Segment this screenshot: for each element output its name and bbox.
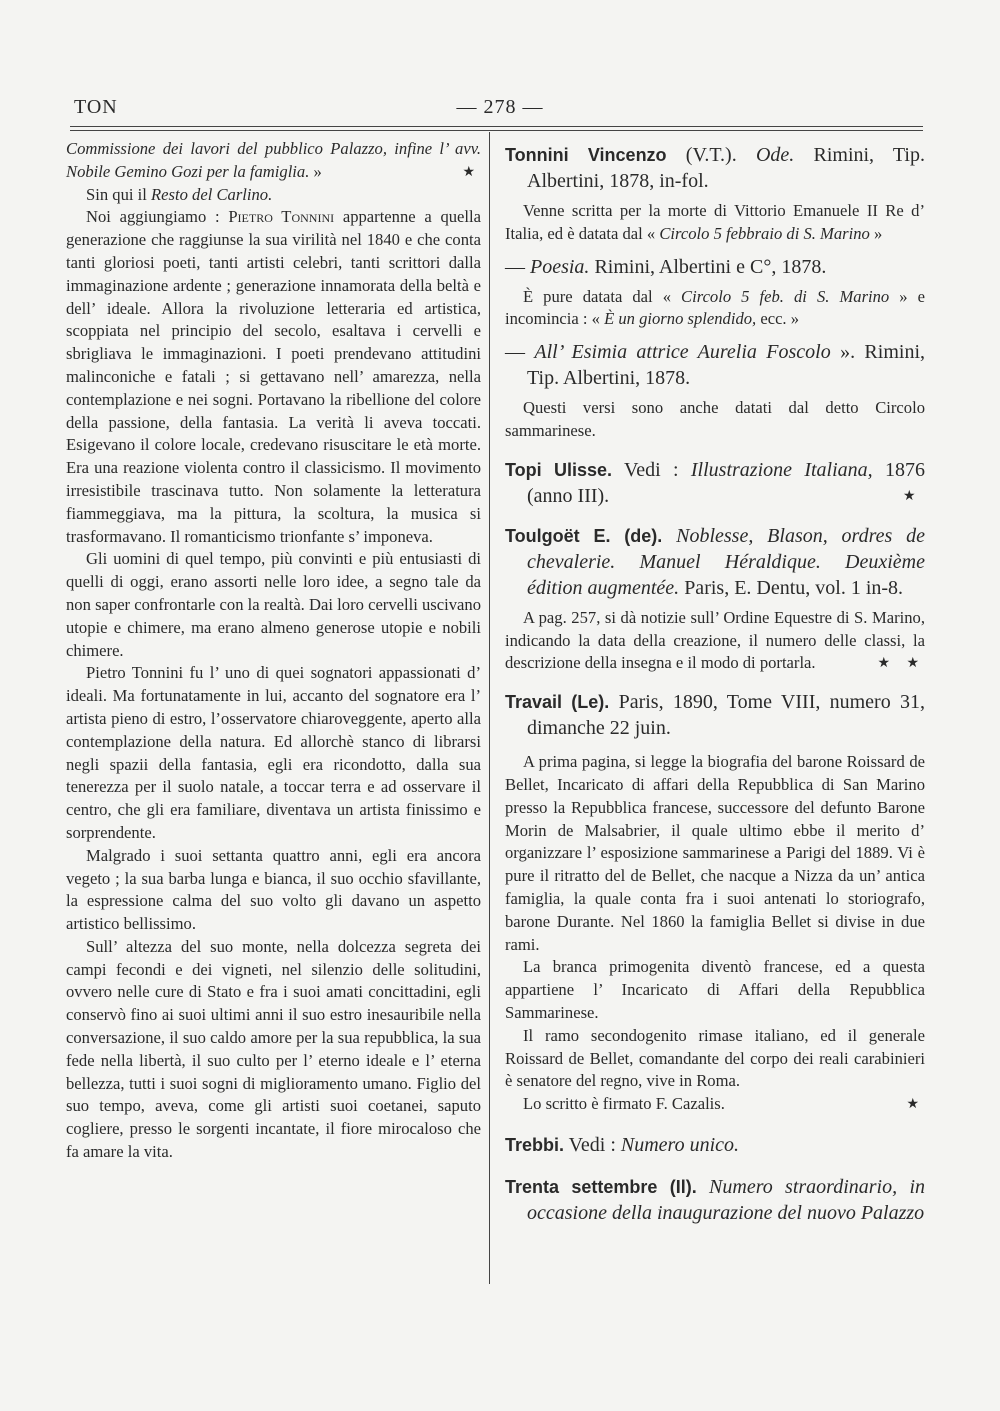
italic-text: Ode. <box>755 144 795 166</box>
text: ecc. » <box>756 309 800 329</box>
text: — <box>505 255 530 278</box>
entry-body <box>505 200 925 246</box>
entry-heading <box>505 689 925 741</box>
text <box>697 1176 709 1198</box>
text: » <box>869 223 883 243</box>
italic-text: È un giorno splendido, <box>604 309 757 329</box>
bibliography-entry <box>505 142 925 443</box>
text: ». Rimini, Tip. Albertini, 1878. <box>527 341 926 390</box>
entry-name: Toulgoët E. (de). <box>505 525 663 546</box>
text: appartenne a quella generazione che raggiunse la sua virilità nel 1840 e che conta tanti gloriosi poeti, tanti artisti celebri, tanti scrittori dalla immaginazione ardente ; generazione innamorata della beltà e dell’ ideale. Allora la rivoluzione letteraria ed artistica, scoppiata nel principio del secolo, esaltava i cervelli e sbrigliava le immaginazioni. I poeti prendevano attitudini malinconiche e fatali ; si gettavano nell’ amarezza, nella contemplazione e nei sogni. Portavano la ribellione del colore della passione, della fantasia. La verità li aveva toccati. Esigevano il colore locale, credevano risuscitare le età morte. Era una reazione violenta contro il classicismo. Il movimento irresistibile trascinava tutto. Non solamente la letteratura fiammeggiava, ma la pittura, la scoltura, la musica si trasformavano. Il romanticismo trionfante s’ imponeva. <box>66 207 481 546</box>
text: Paris, E. Dentu, vol. 1 in-8. <box>679 576 904 599</box>
entry-heading <box>505 523 925 601</box>
paragraph <box>66 206 481 548</box>
paragraph: A prima pagina, si legge la biografia del barone Roissard de Bellet, Incaricato di affari della Repubblica di San Marino presso la Repubblica francese, successore del defunto Barone Morin de Malsabrier, il quale ultimo ebbe il merito d’ organizzare l’ esposizione sammarinese a Parigi del 1889. Vi è pure il ritratto del de Bellet, che nacque a Nizza da un’ antica famiglia, la quale conta fra i suoi antenati lo storiografo, barone Durante. Nel 1860 la famiglia Bellet si divise in due rami. <box>505 752 925 954</box>
text: (V.T.). <box>666 144 756 166</box>
bibliography-entry <box>505 689 925 1116</box>
entry-body <box>505 751 925 1116</box>
person-name: Pietro Tonnini <box>228 207 335 227</box>
text: Vedi : <box>564 1133 621 1156</box>
text: Noi aggiungiamo : <box>86 207 229 227</box>
sub-entry-heading <box>505 254 925 280</box>
bibliography-entry <box>505 523 925 675</box>
entry-name: Topi Ulisse. <box>505 459 613 480</box>
column-divider <box>489 132 490 1284</box>
italic-text: Numero unico. <box>620 1133 740 1156</box>
italic-text: Numero straordinario, in occasione della inaugurazione del nuovo Palazzo <box>527 1175 925 1224</box>
paragraph: Sull’ altezza del suo monte, nella dolcezza segreta dei campi fecondi e dei vigneti, nel silenzio delle solitudini, ovvero nelle cure di Stato e fra i suoi amati concittadini, egli conservò fino ai suoi ultimi anni il suo estro inesauribile nella conversazione, il suo caldo amore per la sua repubblica, la sua fede nella libertà, il suo culto per l’ eterno ideale e l’ eterna bellezza, tutti i suoi sogni di miglioramento umano. Figlio del suo tempo, aveva, come gli artisti suoi coetanei, saputo cogliere, presso le sorgenti incantate, il fiore mirocaloso che fa amare la vita. <box>66 936 481 1162</box>
paragraph: La branca primogenita diventò francese, ed a questa appartiene l’ Incaricato di Affari della Repubblica Sammarinese. <box>505 957 925 1022</box>
text: È pure datata dal « <box>523 286 682 306</box>
text: Vedi : <box>612 458 691 481</box>
bibliography-entry <box>505 1174 925 1226</box>
entry-heading <box>505 1132 925 1158</box>
right-column <box>505 138 925 1226</box>
entry-name: Trebbi. <box>505 1134 565 1155</box>
paragraph: Malgrado i suoi settanta quattro anni, egli era ancora vegeto ; la sua barba lunga e bianca, il suo occhio sfavillante, la espressione calma del suo volto gli davano un aspetto artistico bellissimo. <box>66 845 481 934</box>
entry-body <box>505 607 925 675</box>
entry-heading <box>505 142 925 194</box>
italic-text: Commissione dei lavori del pubblico Palazzo, infine l’ avv. Nobile Gemino Gozi per la famiglia. <box>66 139 481 181</box>
italic-text: Circolo 5 feb. di S. Marino <box>681 286 890 306</box>
bibliography-entry <box>505 457 925 509</box>
bibliography-entry <box>505 1132 925 1158</box>
text: A pag. 257, si dà notizie sull’ Ordine Equestre di S. Marino, indicando la data della creazione, il numero delle classi, la descrizione della insegna e il modo di portarla. <box>505 607 925 673</box>
entry-heading: Topi Ulisse. Vedi : Illustrazione Italiana, 1876 (anno III). ★ <box>505 458 926 507</box>
header-rule <box>70 126 923 127</box>
paragraph: Gli uomini di quel tempo, più convinti e più entusiasti di quelli di oggi, erano assorti nelle loro idee, a segno tale da non saper confrontarle con la realtà. Dai loro cervelli uscivano utopie e chimere, ma erano almeno generose utopie e nobili chimere. <box>66 549 481 660</box>
entry-heading <box>505 1174 925 1226</box>
paragraph: Il ramo secondogenito rimase italiano, ed il generale Roissard de Bellet, comandante del corpo dei reali carabinieri è senatore del regno, vive in Roma. <box>505 1025 925 1091</box>
text: 1876 (anno III). <box>527 458 926 507</box>
paragraph: Questi versi sono anche datati dal detto Circolo sammarinese. <box>505 398 925 440</box>
text: » e incomincia : « <box>505 286 925 329</box>
italic-text: Illustrazione Italiana, <box>690 458 873 481</box>
paragraph <box>505 1093 925 1116</box>
italic-text: Circolo 5 febbraio di S. Marino <box>659 223 870 243</box>
entry-body <box>505 397 925 443</box>
paragraph <box>505 200 925 246</box>
paragraph: Pietro Tonnini fu l’ uno di quei sognatori appassionati d’ ideali. Ma fortunatamente in lui, accanto del sognatore era l’ artista pieno di estro, l’osservatore chiaroveggente, aperto alla contemplazione della natura. Ed allorchè stanco di librarsi negli spazii della fantasia, egli era ricondotto, dalla sua tenerezza per il suolo natale, a toccar terra e ad osservare il centro, che gli era familiare, diventava un artista finissimo e sorprendente. <box>66 663 481 842</box>
paragraph <box>66 138 481 184</box>
text <box>662 525 676 547</box>
header-rule-thin <box>70 130 923 131</box>
star-mark: ★ ★ <box>877 655 925 672</box>
entry-name: Trenta settembre (Il). <box>505 1176 697 1197</box>
entry-name: Tonnini Vincenzo <box>505 145 667 165</box>
text: Venne scritta per la morte di Vittorio Emanuele II Re d’ Italia, ed è datata dal « <box>505 201 925 243</box>
italic-text: Noblesse, Blason, ordres de chevalerie. Manuel Héraldique. Deuxième édition augmentée. <box>527 524 925 599</box>
text: Rimini, Tip. Albertini, 1878, in-fol. <box>527 144 925 192</box>
italic-text: All’ Esimia attrice Aurelia Foscolo <box>534 341 831 364</box>
left-column <box>66 138 481 1164</box>
paragraph <box>66 184 481 207</box>
entry-name: Travail (Le). <box>505 692 610 713</box>
text: Sin qui il <box>86 184 152 204</box>
italic-text: Resto del Carlino. <box>151 184 273 204</box>
paragraph <box>505 286 925 332</box>
star-mark: ★ <box>462 163 481 180</box>
text: » <box>309 161 322 181</box>
page-number: — 278 — <box>456 96 544 118</box>
entry-body <box>505 286 925 332</box>
paragraph <box>505 607 925 675</box>
italic-text: Poesia. <box>530 255 590 278</box>
text: — <box>505 341 535 364</box>
star-mark: ★ <box>906 1096 925 1113</box>
running-header: TON <box>74 96 118 118</box>
sub-entry-heading <box>505 339 925 391</box>
text: Rimini, Albertini e C°, 1878. <box>589 255 827 278</box>
text: Paris, 1890, Tome VIII, numero 31, dimanche 22 juin. <box>527 691 925 740</box>
text: Lo scritto è firmato F. Cazalis. <box>523 1094 725 1114</box>
